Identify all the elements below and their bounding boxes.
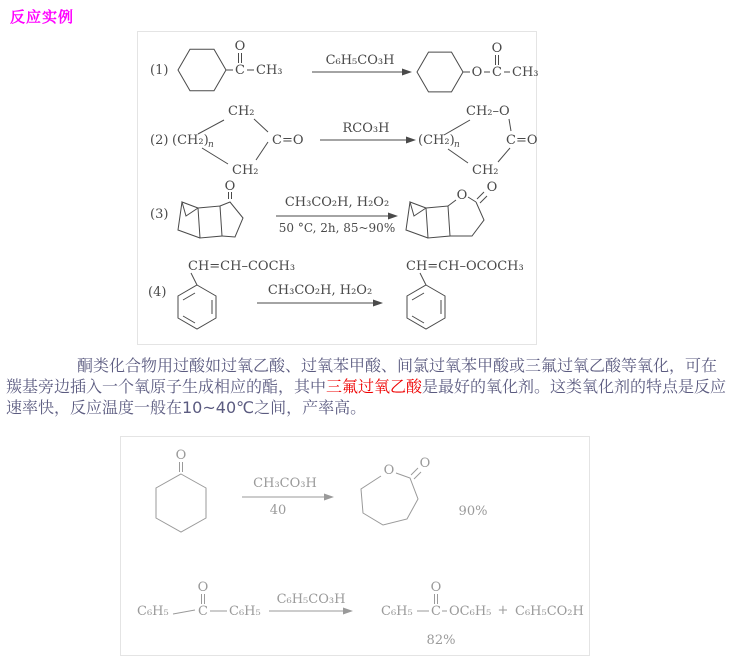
body-paragraph bbox=[6, 355, 732, 418]
methyl-label: CH₃ bbox=[512, 65, 539, 80]
atom-label-C: C bbox=[492, 65, 502, 80]
carbonyl-label: C=O bbox=[506, 133, 538, 148]
benzene-ring bbox=[407, 285, 445, 329]
methylene-label: CH₂ bbox=[228, 104, 255, 119]
subscript-n: n bbox=[454, 140, 460, 150]
plus-sign: + bbox=[497, 603, 509, 618]
methylene-label: CH₂ bbox=[232, 163, 259, 178]
double-bond bbox=[412, 293, 424, 300]
bond bbox=[509, 119, 511, 131]
cyclopentanone-ring bbox=[220, 202, 243, 237]
yield-label: 90% bbox=[458, 504, 488, 519]
atom-label-C: C bbox=[431, 604, 441, 619]
atom-label-O: O bbox=[234, 39, 246, 54]
double-bond bbox=[477, 192, 484, 199]
atom-label-O: O bbox=[486, 180, 498, 195]
norbornane-bridge bbox=[182, 202, 198, 216]
atom-label-C: C bbox=[198, 604, 208, 619]
reagent-label: RCO₃H bbox=[342, 121, 390, 136]
reaction-2-scheme bbox=[140, 100, 538, 178]
bond bbox=[198, 120, 224, 134]
bond bbox=[254, 119, 268, 132]
reagent-label: CH₃CO₂H, H₂O₂ bbox=[267, 283, 373, 298]
paragraph-text: 酮类化合物用过酸如过氧乙酸、过氧苯甲酸、间氯过氧苯甲酸或三氟过氧乙酸等氧化，可在羰基旁边插入一个氧原子生成相应的酯，其中 bbox=[6, 356, 718, 396]
arrowhead bbox=[373, 300, 383, 307]
cyclohexanone-oxidation-scheme bbox=[123, 443, 590, 543]
cyclohexane-ring bbox=[417, 52, 463, 92]
conditions-label: 50 °C, 2h, 85~90% bbox=[278, 221, 396, 235]
bond bbox=[420, 273, 426, 285]
reaction-number: (2) bbox=[150, 133, 169, 148]
bond bbox=[202, 148, 228, 164]
methylene-chain-label: (CH₂) bbox=[418, 133, 455, 148]
double-bond bbox=[183, 293, 195, 300]
methyl-label: CH₃ bbox=[256, 63, 283, 78]
paragraph-text: 是最好的氧化剂。这类氧化剂的特点是反应速率快，反应温度一般在10~40℃之间，产率高。 bbox=[6, 377, 727, 417]
reaction-3-scheme bbox=[140, 178, 534, 252]
oxepanone-ring bbox=[361, 473, 418, 525]
reactant-formula: CH=CH–COCH₃ bbox=[188, 259, 296, 274]
atom-label-O: O bbox=[419, 456, 431, 471]
bond bbox=[498, 148, 510, 162]
bond bbox=[448, 149, 468, 163]
arrowhead bbox=[343, 608, 353, 615]
phenyl-label: C₆H₅ bbox=[137, 604, 169, 619]
bond bbox=[444, 120, 470, 135]
page-title: 反应实例 bbox=[10, 8, 75, 26]
carbonyl-label: C=O bbox=[272, 133, 304, 148]
cyclohexane-ring bbox=[178, 49, 226, 91]
phenyl-label: C₆H₅ bbox=[229, 604, 261, 619]
methylene-oxygen-label: CH₂–O bbox=[466, 104, 510, 119]
atom-label-O: O bbox=[491, 41, 503, 56]
norbornane-bridge bbox=[410, 202, 426, 216]
double-bond bbox=[411, 468, 418, 475]
ring-oxygen-label: O bbox=[383, 463, 395, 478]
double-bond bbox=[414, 472, 421, 479]
phenoxy-label: OC₆H₅ bbox=[449, 604, 492, 619]
bond bbox=[468, 197, 476, 202]
benzophenone-oxidation-scheme bbox=[123, 577, 590, 653]
bond bbox=[256, 142, 268, 160]
product-formula: CH=CH–OCOCH₃ bbox=[406, 259, 524, 274]
atom-label-O: O bbox=[430, 580, 442, 595]
arrowhead bbox=[324, 494, 334, 501]
reaction-1-scheme bbox=[140, 38, 539, 100]
yield-label: 82% bbox=[426, 633, 456, 648]
arrowhead bbox=[402, 69, 412, 76]
reagent-label: C₆H₅CO₃H bbox=[325, 53, 395, 68]
reaction-examples-figure bbox=[137, 31, 537, 345]
bond bbox=[448, 200, 456, 206]
lactone-ring bbox=[450, 202, 484, 236]
bond bbox=[191, 273, 197, 285]
bond bbox=[173, 610, 195, 614]
reaction-number: (3) bbox=[150, 207, 169, 222]
fused-ring bbox=[426, 206, 450, 238]
reagent-label: CH₃CO₃H bbox=[253, 476, 317, 491]
double-bond bbox=[480, 196, 487, 203]
fused-ring bbox=[198, 206, 222, 238]
reaction-number: (4) bbox=[148, 285, 167, 300]
reaction-number: (1) bbox=[150, 63, 169, 78]
subscript-n: n bbox=[208, 140, 214, 150]
methylene-label: CH₂ bbox=[472, 163, 499, 178]
phenyl-label: C₆H₅ bbox=[381, 604, 413, 619]
cyclohexane-ring bbox=[156, 474, 206, 532]
atom-label-O: O bbox=[224, 179, 236, 194]
reaction-4-scheme bbox=[140, 258, 534, 344]
arrowhead bbox=[406, 137, 416, 144]
ring-oxygen-label: O bbox=[456, 188, 468, 203]
methylene-chain-label: (CH₂) bbox=[172, 133, 209, 148]
byproduct-formula: C₆H₅CO₂H bbox=[515, 604, 584, 619]
atom-label-C: C bbox=[235, 63, 245, 78]
atom-label-O: O bbox=[197, 580, 209, 595]
atom-label-O: O bbox=[175, 448, 187, 463]
reagent-label: CH₃CO₂H, H₂O₂ bbox=[284, 195, 390, 210]
example-reactions-figure bbox=[120, 436, 590, 656]
reagent-label: C₆H₅CO₃H bbox=[276, 592, 346, 607]
atom-label-O: O bbox=[471, 65, 483, 80]
benzene-ring bbox=[178, 285, 216, 329]
highlighted-term: 三氟过氧乙酸 bbox=[326, 377, 423, 396]
condition-label: 40 bbox=[269, 503, 287, 518]
arrowhead bbox=[388, 213, 398, 220]
